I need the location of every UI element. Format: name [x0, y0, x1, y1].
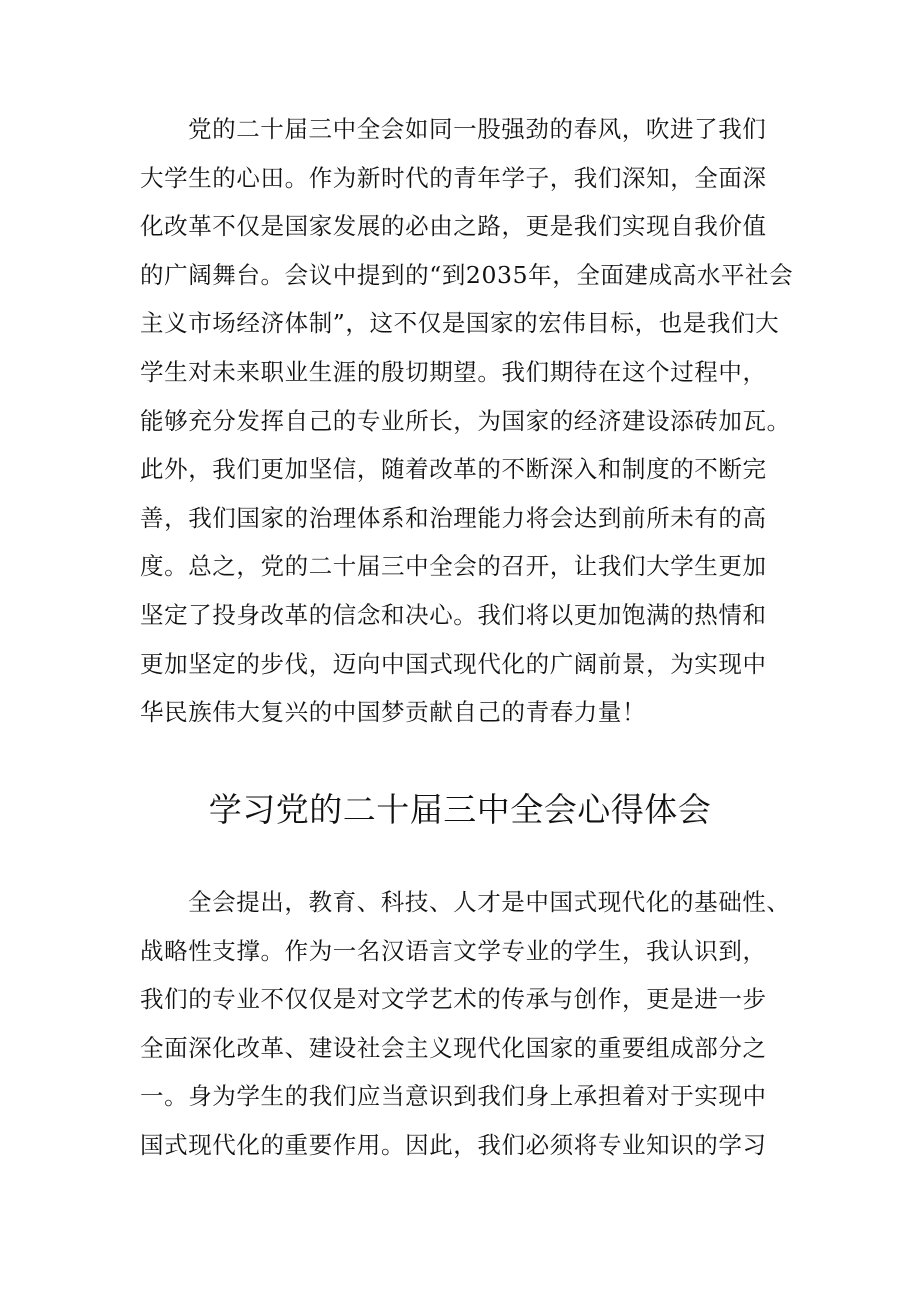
- paragraph-line: 战略性支撑。作为一名汉语言文学专业的学生，我认识到，: [140, 936, 767, 965]
- paragraph-line: 党的二十届三中全会如同一股强劲的春风，吹进了我们: [188, 115, 767, 143]
- paragraph-line: 更加坚定的步伐，迈向中国式现代化的广阔前景，为实现中: [140, 649, 767, 678]
- paragraph-line: 的广阔舞台。会议中提到的“到2035年，全面建成高水平社会: [140, 260, 794, 289]
- section-heading: 学习党的二十届三中全会心得体会: [208, 790, 712, 829]
- paragraph-line: 全面深化改革、建设社会主义现代化国家的重要组成部分之: [140, 1033, 767, 1062]
- paragraph-line: 学生对未来职业生涯的殷切期望。我们期待在这个过程中，: [140, 357, 767, 386]
- body-paragraph-1: [140, 105, 808, 737]
- paragraph-line: 一。身为学生的我们应当意识到我们身上承担着对于实现中: [140, 1082, 767, 1111]
- paragraph-line: 度。总之，党的二十届三中全会的召开，让我们大学生更加: [140, 552, 767, 581]
- paragraph-line: 化改革不仅是国家发展的必由之路，更是我们实现自我价值: [140, 212, 767, 241]
- paragraph-line: 坚定了投身改革的信念和决心。我们将以更加饱满的热情和: [140, 600, 767, 629]
- paragraph-line: 我们的专业不仅仅是对文学艺术的传承与创作，更是进一步: [140, 985, 767, 1014]
- paragraph-line: 国式现代化的重要作用。因此，我们必须将专业知识的学习: [140, 1130, 767, 1159]
- paragraph-line: 善，我们国家的治理体系和治理能力将会达到前所未有的高: [140, 503, 767, 532]
- paragraph-line: 全会提出，教育、科技、人才是中国式现代化的基础性、: [188, 888, 791, 916]
- paragraph-line: 此外，我们更加坚信，随着改革的不断深入和制度的不断完: [140, 455, 767, 484]
- paragraph-line: 华民族伟大复兴的中国梦贡献自己的青春力量！: [140, 698, 647, 727]
- body-paragraph-2: [140, 878, 808, 1170]
- paragraph-line: 能够充分发挥自己的专业所长，为国家的经济建设添砖加瓦。: [140, 406, 791, 435]
- paragraph-line: 大学生的心田。作为新时代的青年学子，我们深知，全面深: [140, 163, 767, 192]
- paragraph-line: 主义市场经济体制”，这不仅是国家的宏伟目标，也是我们大: [140, 309, 780, 338]
